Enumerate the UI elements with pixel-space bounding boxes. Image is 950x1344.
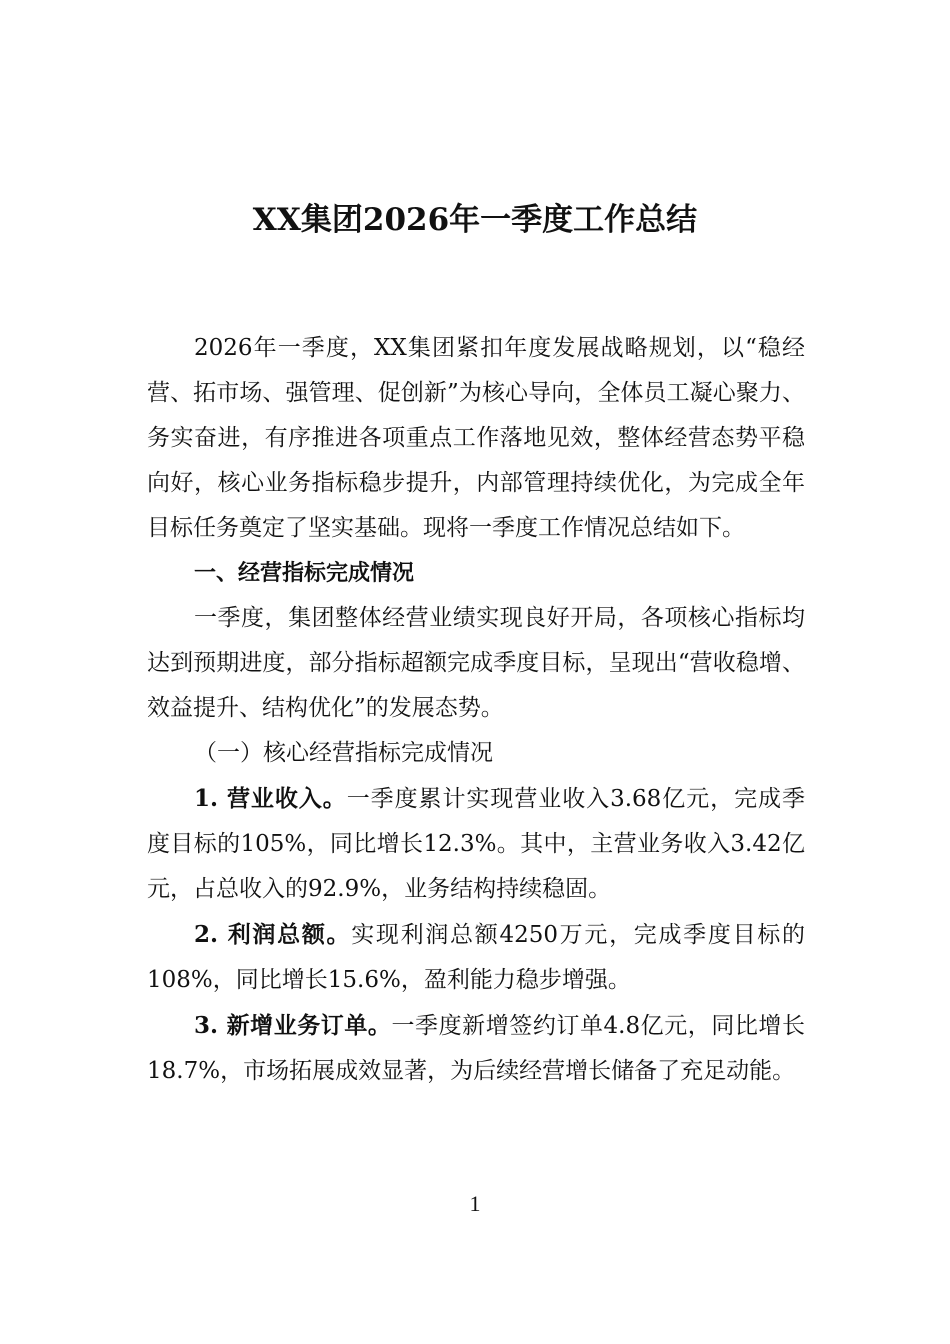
item-lead: 1. 营业收入。: [194, 785, 347, 812]
item-lead: 3. 新增业务订单。: [194, 1012, 392, 1039]
item-text: 实现利润总额4250万元，完成季度目标的108%，同比增长15.6%，盈利能力稳步增强。: [147, 922, 805, 993]
page-number: 1: [469, 1191, 481, 1216]
list-item: [147, 1003, 805, 1094]
item-text: 一季度新增签约订单4.8亿元，同比增长18.7%，市场拓展成效显著，为后续经营增长储备了充足动能。: [147, 1013, 805, 1084]
list-item: [147, 776, 805, 912]
item-text: 一季度累计实现营业收入3.68亿元，完成季度目标的105%，同比增长12.3%。其中，主营业务收入3.42亿元，占总收入的92.9%，业务结构持续稳固。: [147, 786, 805, 902]
list-item: [147, 912, 805, 1003]
document-body: [147, 326, 805, 1094]
document-title: XX集团2026年一季度工作总结: [252, 202, 698, 238]
section-paragraph: 一季度，集团整体经营业绩实现良好开局，各项核心指标均达到预期进度，部分指标超额完成季度目标，呈现出“营收稳增、效益提升、结构优化”的发展态势。: [147, 605, 805, 721]
subsection-heading: （一）核心经营指标完成情况: [194, 740, 493, 766]
item-lead: 2. 利润总额。: [194, 921, 352, 948]
section-heading: 一、经营指标完成情况: [194, 561, 415, 586]
intro-paragraph: 2026年一季度，XX集团紧扣年度发展战略规划，以“稳经营、拓市场、强管理、促创新”为核心导向，全体员工凝心聚力、务实奋进，有序推进各项重点工作落地见效，整体经营态势平稳向好，核心业务指标稳步提升，内部管理持续优化，为完成全年目标任务奠定了坚实基础。现将一季度工作情况总结如下。: [147, 335, 805, 541]
